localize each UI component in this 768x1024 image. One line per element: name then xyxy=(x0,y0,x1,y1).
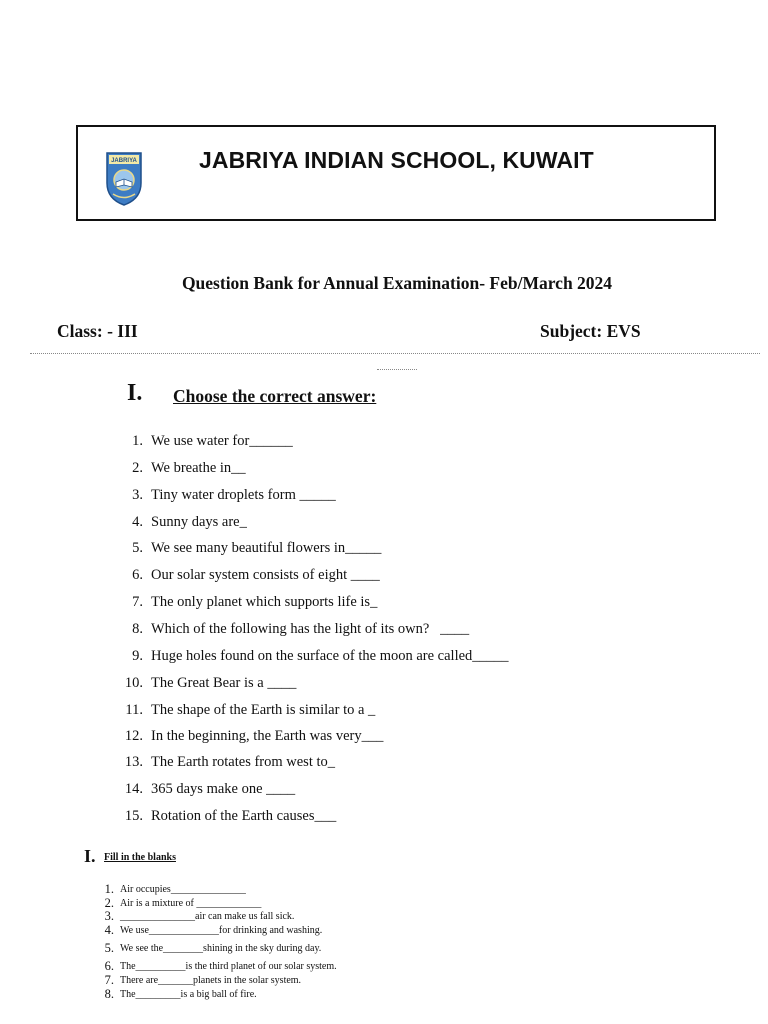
question-item xyxy=(132,621,470,638)
question-number: 12. xyxy=(124,728,143,744)
dotted-divider-continuation xyxy=(377,369,417,370)
school-crest-logo xyxy=(104,149,144,207)
section-1-number: I. xyxy=(127,380,143,406)
question-number: 11. xyxy=(125,702,143,718)
section-2-title: Fill in the blanks xyxy=(104,852,176,863)
dotted-divider xyxy=(30,353,760,354)
question-item xyxy=(132,594,378,611)
question-number: 3. xyxy=(104,909,114,923)
question-text: The Great Bear is a ____ xyxy=(151,675,297,691)
question-item xyxy=(132,514,247,531)
question-item xyxy=(124,754,336,771)
question-number: 15. xyxy=(124,808,143,824)
question-text: We use______________for drinking and washing. xyxy=(120,925,323,936)
question-number: 4. xyxy=(132,514,143,530)
question-item xyxy=(132,567,380,584)
question-item xyxy=(124,728,384,745)
fill-blank-item xyxy=(104,896,262,910)
section-2-number: I. xyxy=(84,846,96,866)
question-item xyxy=(124,781,296,798)
question-item xyxy=(125,702,376,719)
question-number: 13. xyxy=(124,754,143,770)
question-text: The shape of the Earth is similar to a _ xyxy=(151,702,376,718)
question-number: 9. xyxy=(132,648,143,664)
question-number: 10. xyxy=(124,675,143,691)
fill-blank-item xyxy=(104,959,337,973)
question-text: The__________is the third planet of our solar system. xyxy=(120,961,337,972)
page-title: Question Bank for Annual Examination- Feb/March 2024 xyxy=(181,273,613,293)
school-name: JABRIYA INDIAN SCHOOL, KUWAIT xyxy=(199,147,594,173)
question-number: 3. xyxy=(132,487,143,503)
question-text: _______________air can make us fall sick. xyxy=(120,911,295,922)
fill-blank-item xyxy=(104,923,323,937)
question-number: 6. xyxy=(132,567,143,583)
question-number: 1. xyxy=(132,433,143,449)
question-text: Rotation of the Earth causes___ xyxy=(151,808,337,824)
question-number: 6. xyxy=(104,959,114,973)
fill-blank-item xyxy=(104,941,322,955)
question-text: The only planet which supports life is_ xyxy=(151,594,378,610)
question-item xyxy=(132,460,246,477)
question-number: 1. xyxy=(104,882,114,896)
question-text: Which of the following has the light of its own? ____ xyxy=(151,621,470,637)
question-text: Huge holes found on the surface of the moon are called_____ xyxy=(151,648,509,664)
question-number: 4. xyxy=(104,923,114,937)
fill-blank-item xyxy=(104,882,246,896)
question-text: We breathe in__ xyxy=(151,460,246,476)
question-number: 8. xyxy=(104,987,114,1001)
fill-blank-item xyxy=(104,987,257,1001)
question-item xyxy=(124,808,337,825)
fill-blank-item xyxy=(104,973,302,987)
question-item xyxy=(132,540,382,557)
class-label: Class: - III xyxy=(57,321,138,341)
question-number: 8. xyxy=(132,621,143,637)
svg-text:JABRIYA: JABRIYA xyxy=(111,158,137,164)
question-number: 2. xyxy=(104,896,114,910)
question-text: The Earth rotates from west to_ xyxy=(151,754,336,770)
question-item xyxy=(124,675,297,692)
question-number: 7. xyxy=(104,973,114,987)
section-1-title: Choose the correct answer: xyxy=(173,386,377,406)
question-number: 5. xyxy=(104,941,114,955)
question-text: In the beginning, the Earth was very___ xyxy=(151,728,384,744)
question-text: Air is a mixture of _____________ xyxy=(120,898,262,909)
question-text: We see many beautiful flowers in_____ xyxy=(151,540,382,556)
question-text: 365 days make one ____ xyxy=(151,781,296,797)
school-header-box xyxy=(76,125,716,221)
fill-blank-item xyxy=(104,909,295,923)
question-item xyxy=(132,433,293,450)
question-text: Air occupies_______________ xyxy=(120,884,246,895)
question-number: 5. xyxy=(132,540,143,556)
question-number: 14. xyxy=(124,781,143,797)
question-text: Our solar system consists of eight ____ xyxy=(151,567,380,583)
question-text: The_________is a big ball of fire. xyxy=(120,989,257,1000)
question-number: 7. xyxy=(132,594,143,610)
question-text: We see the________shining in the sky during day. xyxy=(120,943,322,954)
question-text: There are_______planets in the solar system. xyxy=(120,975,302,986)
question-text: We use water for______ xyxy=(151,433,293,449)
question-text: Sunny days are_ xyxy=(151,514,247,530)
question-item xyxy=(132,648,509,665)
question-number: 2. xyxy=(132,460,143,476)
subject-label: Subject: EVS xyxy=(540,321,641,341)
question-item xyxy=(132,487,336,504)
question-text: Tiny water droplets form _____ xyxy=(151,487,336,503)
